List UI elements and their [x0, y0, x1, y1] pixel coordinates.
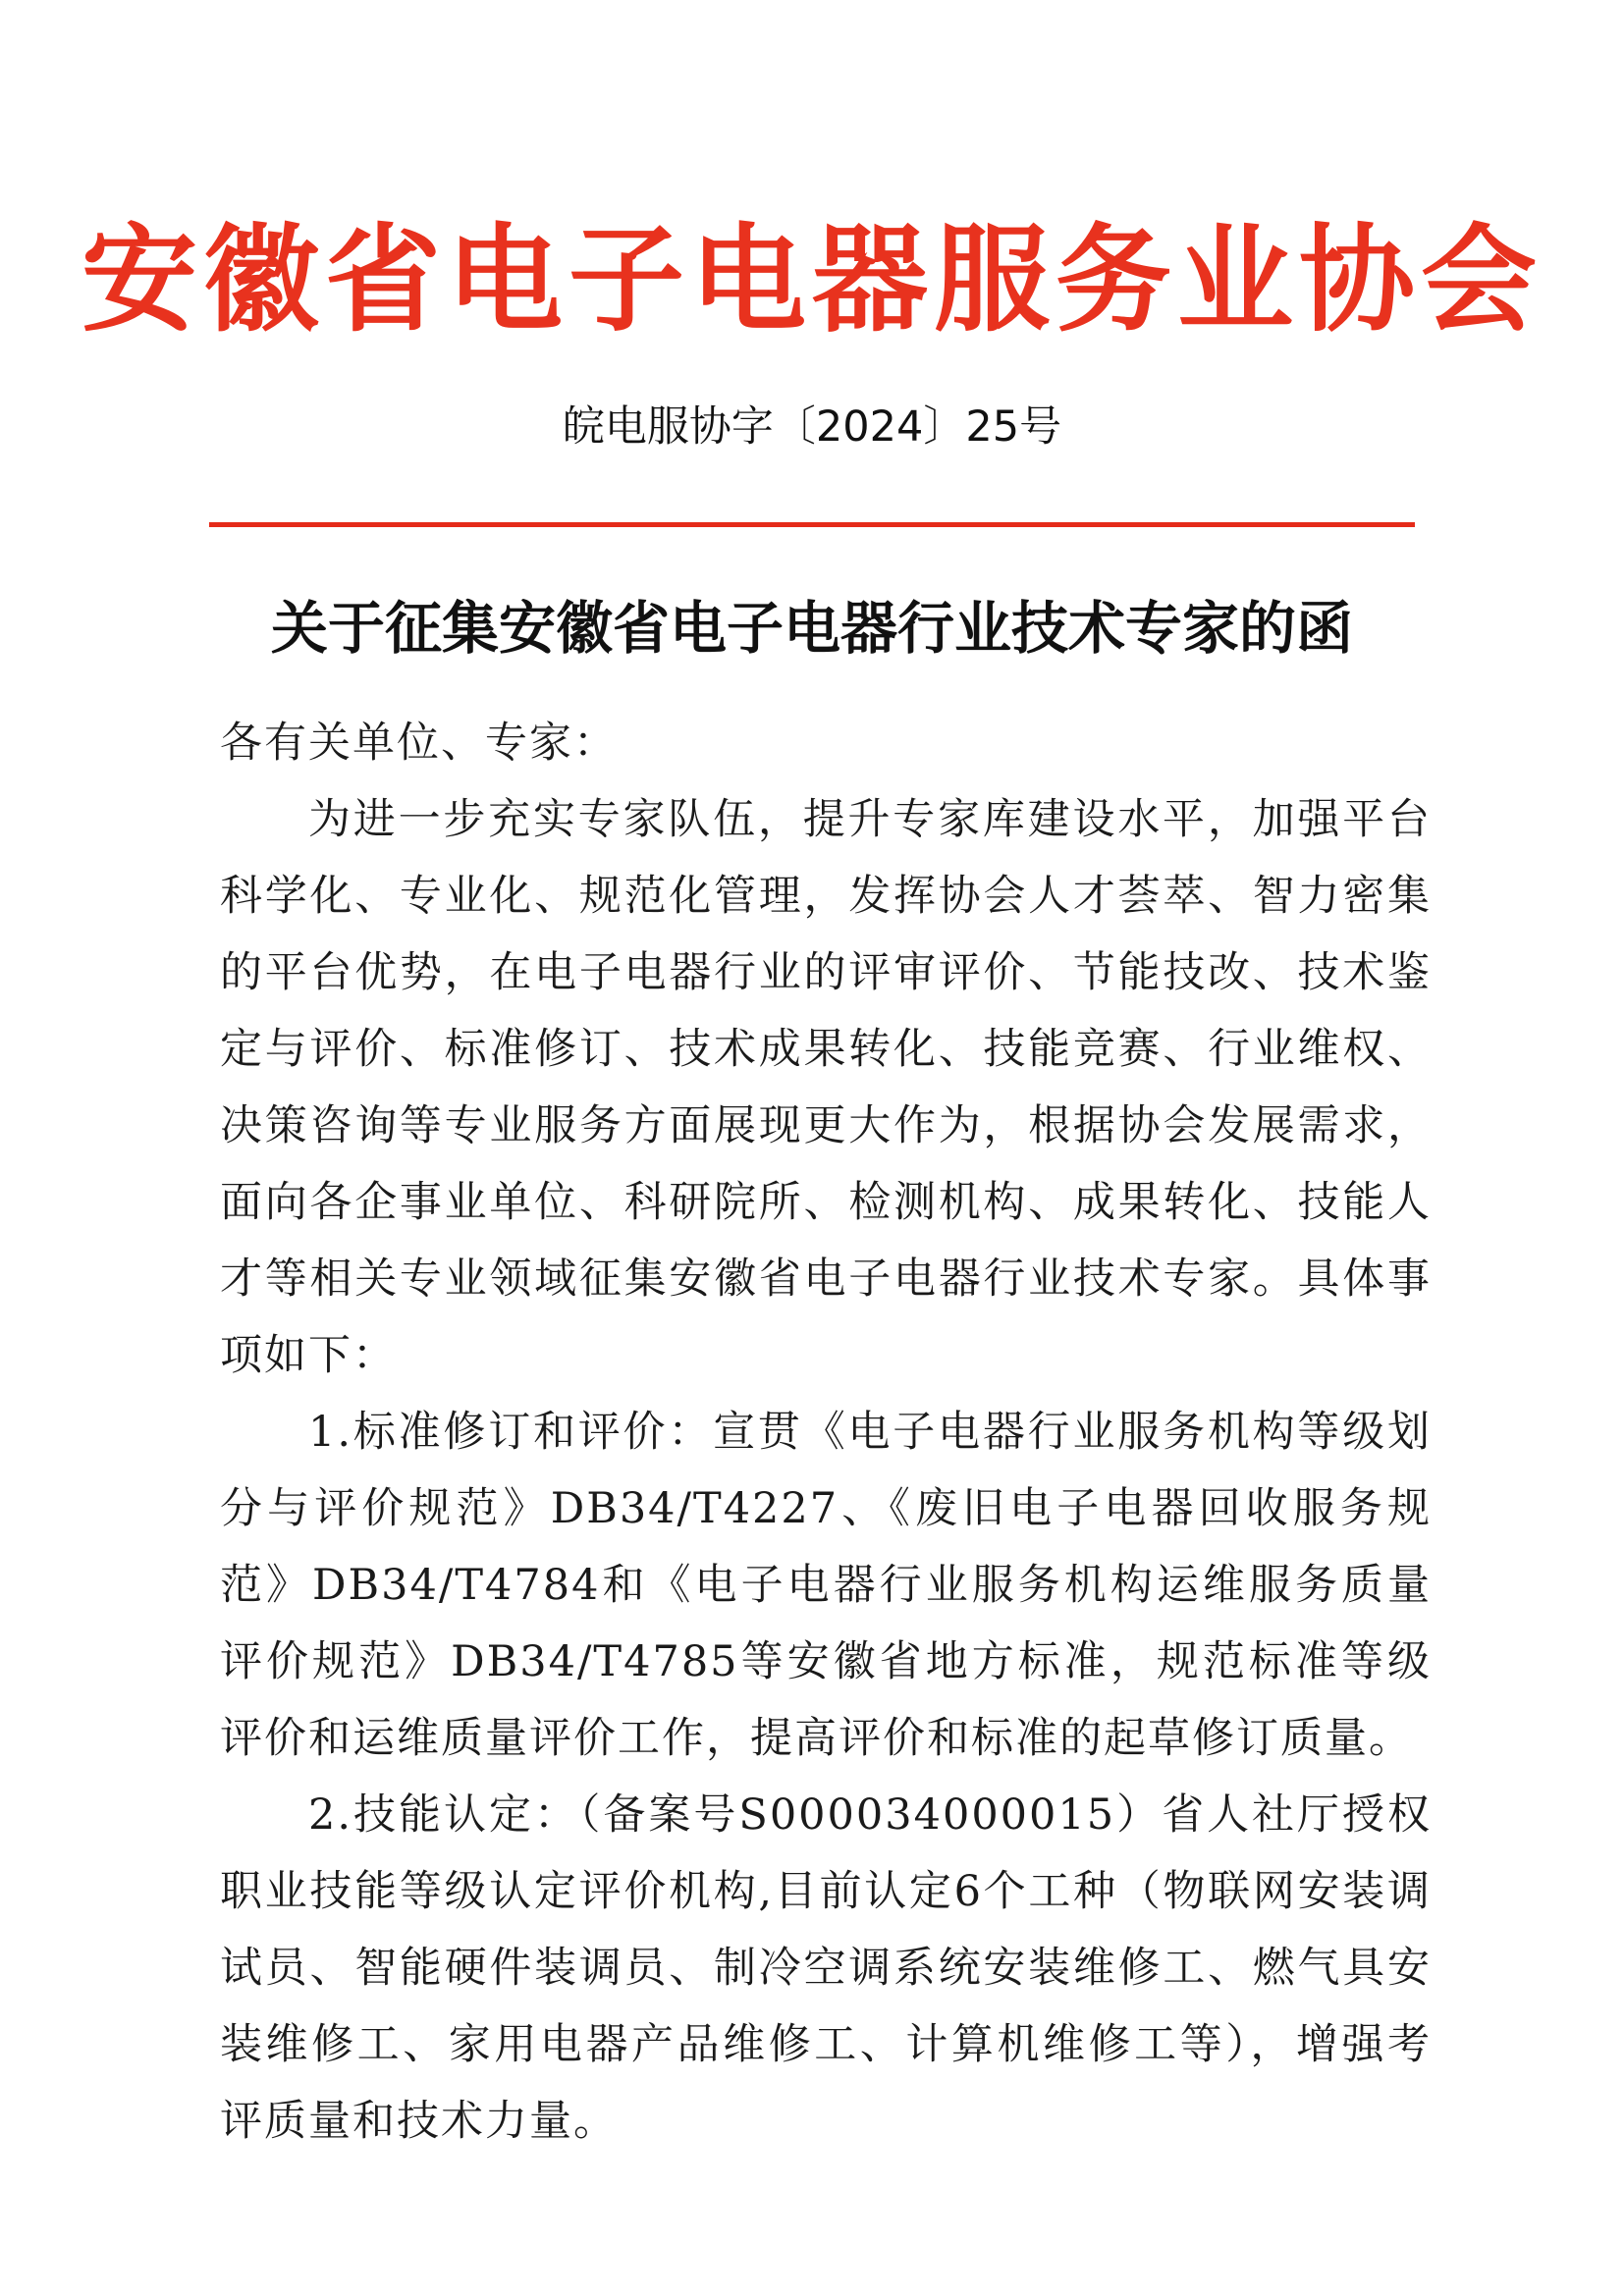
document-number: 皖电服协字〔2024〕25号 [562, 402, 1062, 452]
item-2-paragraph: 2.技能认定：（备案号S000034000015）省人社厅授权职业技能等级认定评价机构,目前认定6个工种（物联网安装调试员、智能硬件装调员、制冷空调系统安装维修工、燃气具安装维修工、家用电器产品维修工、计算机维修工等），增强考评质量和技术力量。 [220, 1790, 1432, 2146]
document-body [220, 705, 1432, 2160]
document-title: 关于征集安徽省电子电器行业技术专家的函 [270, 595, 1353, 662]
letterhead-org-name: 安徽省电子电器服务业协会 [81, 212, 1543, 347]
letterhead-divider [209, 522, 1415, 527]
item-1-paragraph: 1.标准修订和评价：宣贯《电子电器行业服务机构等级划分与评价规范》DB34/T4227、《废旧电子电器回收服务规范》DB34/T4784和《电子电器行业服务机构运维服务质量评价规范》DB34/T4785等安徽省地方标准，规范标准等级评价和运维质量评价工作，提高评价和标准的起草修订质量。 [220, 1408, 1432, 1763]
intro-paragraph: 为进一步充实专家队伍，提升专家库建设水平，加强平台科学化、专业化、规范化管理，发挥协会人才荟萃、智力密集的平台优势，在电子电器行业的评审评价、节能技改、技术鉴定与评价、标准修订、技术成果转化、技能竞赛、行业维权、决策咨询等专业服务方面展现更大作为，根据协会发展需求，面向各企事业单位、科研院所、检测机构、成果转化、技能人才等相关专业领域征集安徽省电子电器行业技术专家。具体事项如下： [220, 795, 1432, 1380]
salutation: 各有关单位、专家： [220, 719, 618, 768]
